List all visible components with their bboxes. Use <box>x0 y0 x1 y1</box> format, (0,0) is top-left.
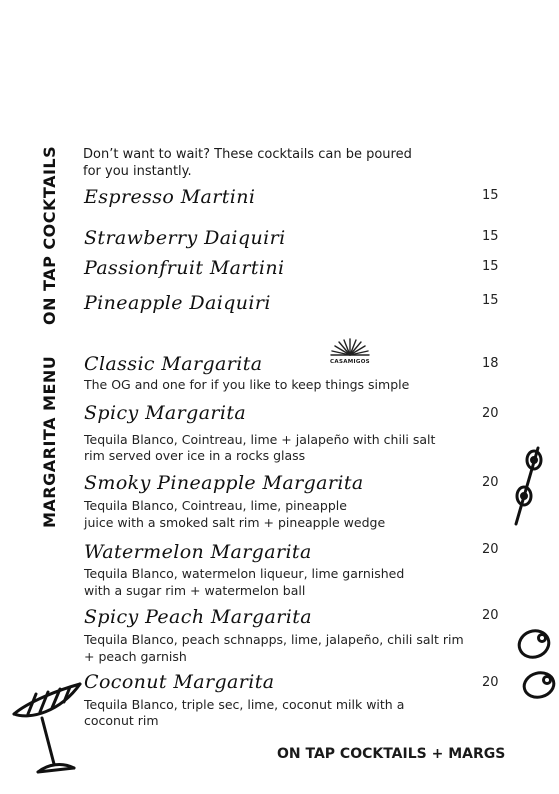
menu-item-desc: Tequila Blanco, Cointreau, lime + jalapeño with chili salt <box>84 432 436 447</box>
menu-item-desc: The OG and one for if you like to keep things simple <box>84 377 410 392</box>
menu-item-price: 20 <box>482 608 499 623</box>
menu-item-price: 15 <box>482 259 499 274</box>
menu-item-name: Smoky Pineapple Margarita <box>84 472 364 494</box>
menu-item-desc: + peach garnish <box>84 649 187 664</box>
menu-item-name: Passionfruit Martini <box>84 257 285 279</box>
casamigos-logo <box>326 338 374 365</box>
menu-item-desc: with a sugar rim + watermelon ball <box>84 583 306 598</box>
menu-item-desc: Tequila Blanco, watermelon liqueur, lime garnished <box>84 566 405 581</box>
menu-item-desc: Tequila Blanco, triple sec, lime, coconut milk with a <box>84 697 405 712</box>
menu-item-name: Classic Margarita <box>84 353 263 375</box>
menu-item-name: Strawberry Daiquiri <box>84 227 286 249</box>
section-title-on-tap: ON TAP COCKTAILS <box>40 145 59 325</box>
footer-title: ON TAP COCKTAILS + MARGS <box>277 746 506 762</box>
menu-item-name: Coconut Margarita <box>84 671 275 693</box>
olive-skewer-icon <box>510 446 546 528</box>
menu-item-desc: juice with a smoked salt rim + pineapple wedge <box>84 515 386 530</box>
menu-item-price: 15 <box>482 293 499 308</box>
agave-icon <box>330 338 370 356</box>
menu-item-name: Spicy Peach Margarita <box>84 606 312 628</box>
menu-item-name: Espresso Martini <box>84 186 256 208</box>
menu-item-price: 20 <box>482 675 499 690</box>
menu-item-price: 18 <box>482 356 499 371</box>
menu-item-desc: Tequila Blanco, Cointreau, lime, pineapple <box>84 498 347 513</box>
menu-item-price: 15 <box>482 229 499 244</box>
olive-icon <box>520 668 558 702</box>
menu-item-desc: Tequila Blanco, peach schnapps, lime, jalapeño, chili salt rim <box>84 632 464 647</box>
menu-item-price: 15 <box>482 188 499 203</box>
intro-text: Don’t want to wait? These cocktails can be poured for you instantly. <box>83 147 412 179</box>
menu-item-name: Spicy Margarita <box>84 402 247 424</box>
menu-item-desc: rim served over ice in a rocks glass <box>84 448 306 463</box>
olive-icon <box>514 626 554 662</box>
section-title-margarita: MARGARITA MENU <box>40 355 59 528</box>
menu-item-price: 20 <box>482 475 499 490</box>
logo-text: CASAMIGOS <box>330 359 370 365</box>
menu-item-name: Watermelon Margarita <box>84 541 312 563</box>
menu-item-name: Pineapple Daiquiri <box>84 292 271 314</box>
menu-item-price: 20 <box>482 542 499 557</box>
menu-item-desc: coconut rim <box>84 713 159 728</box>
margarita-glass-icon <box>8 672 88 782</box>
menu-item-price: 20 <box>482 406 499 421</box>
